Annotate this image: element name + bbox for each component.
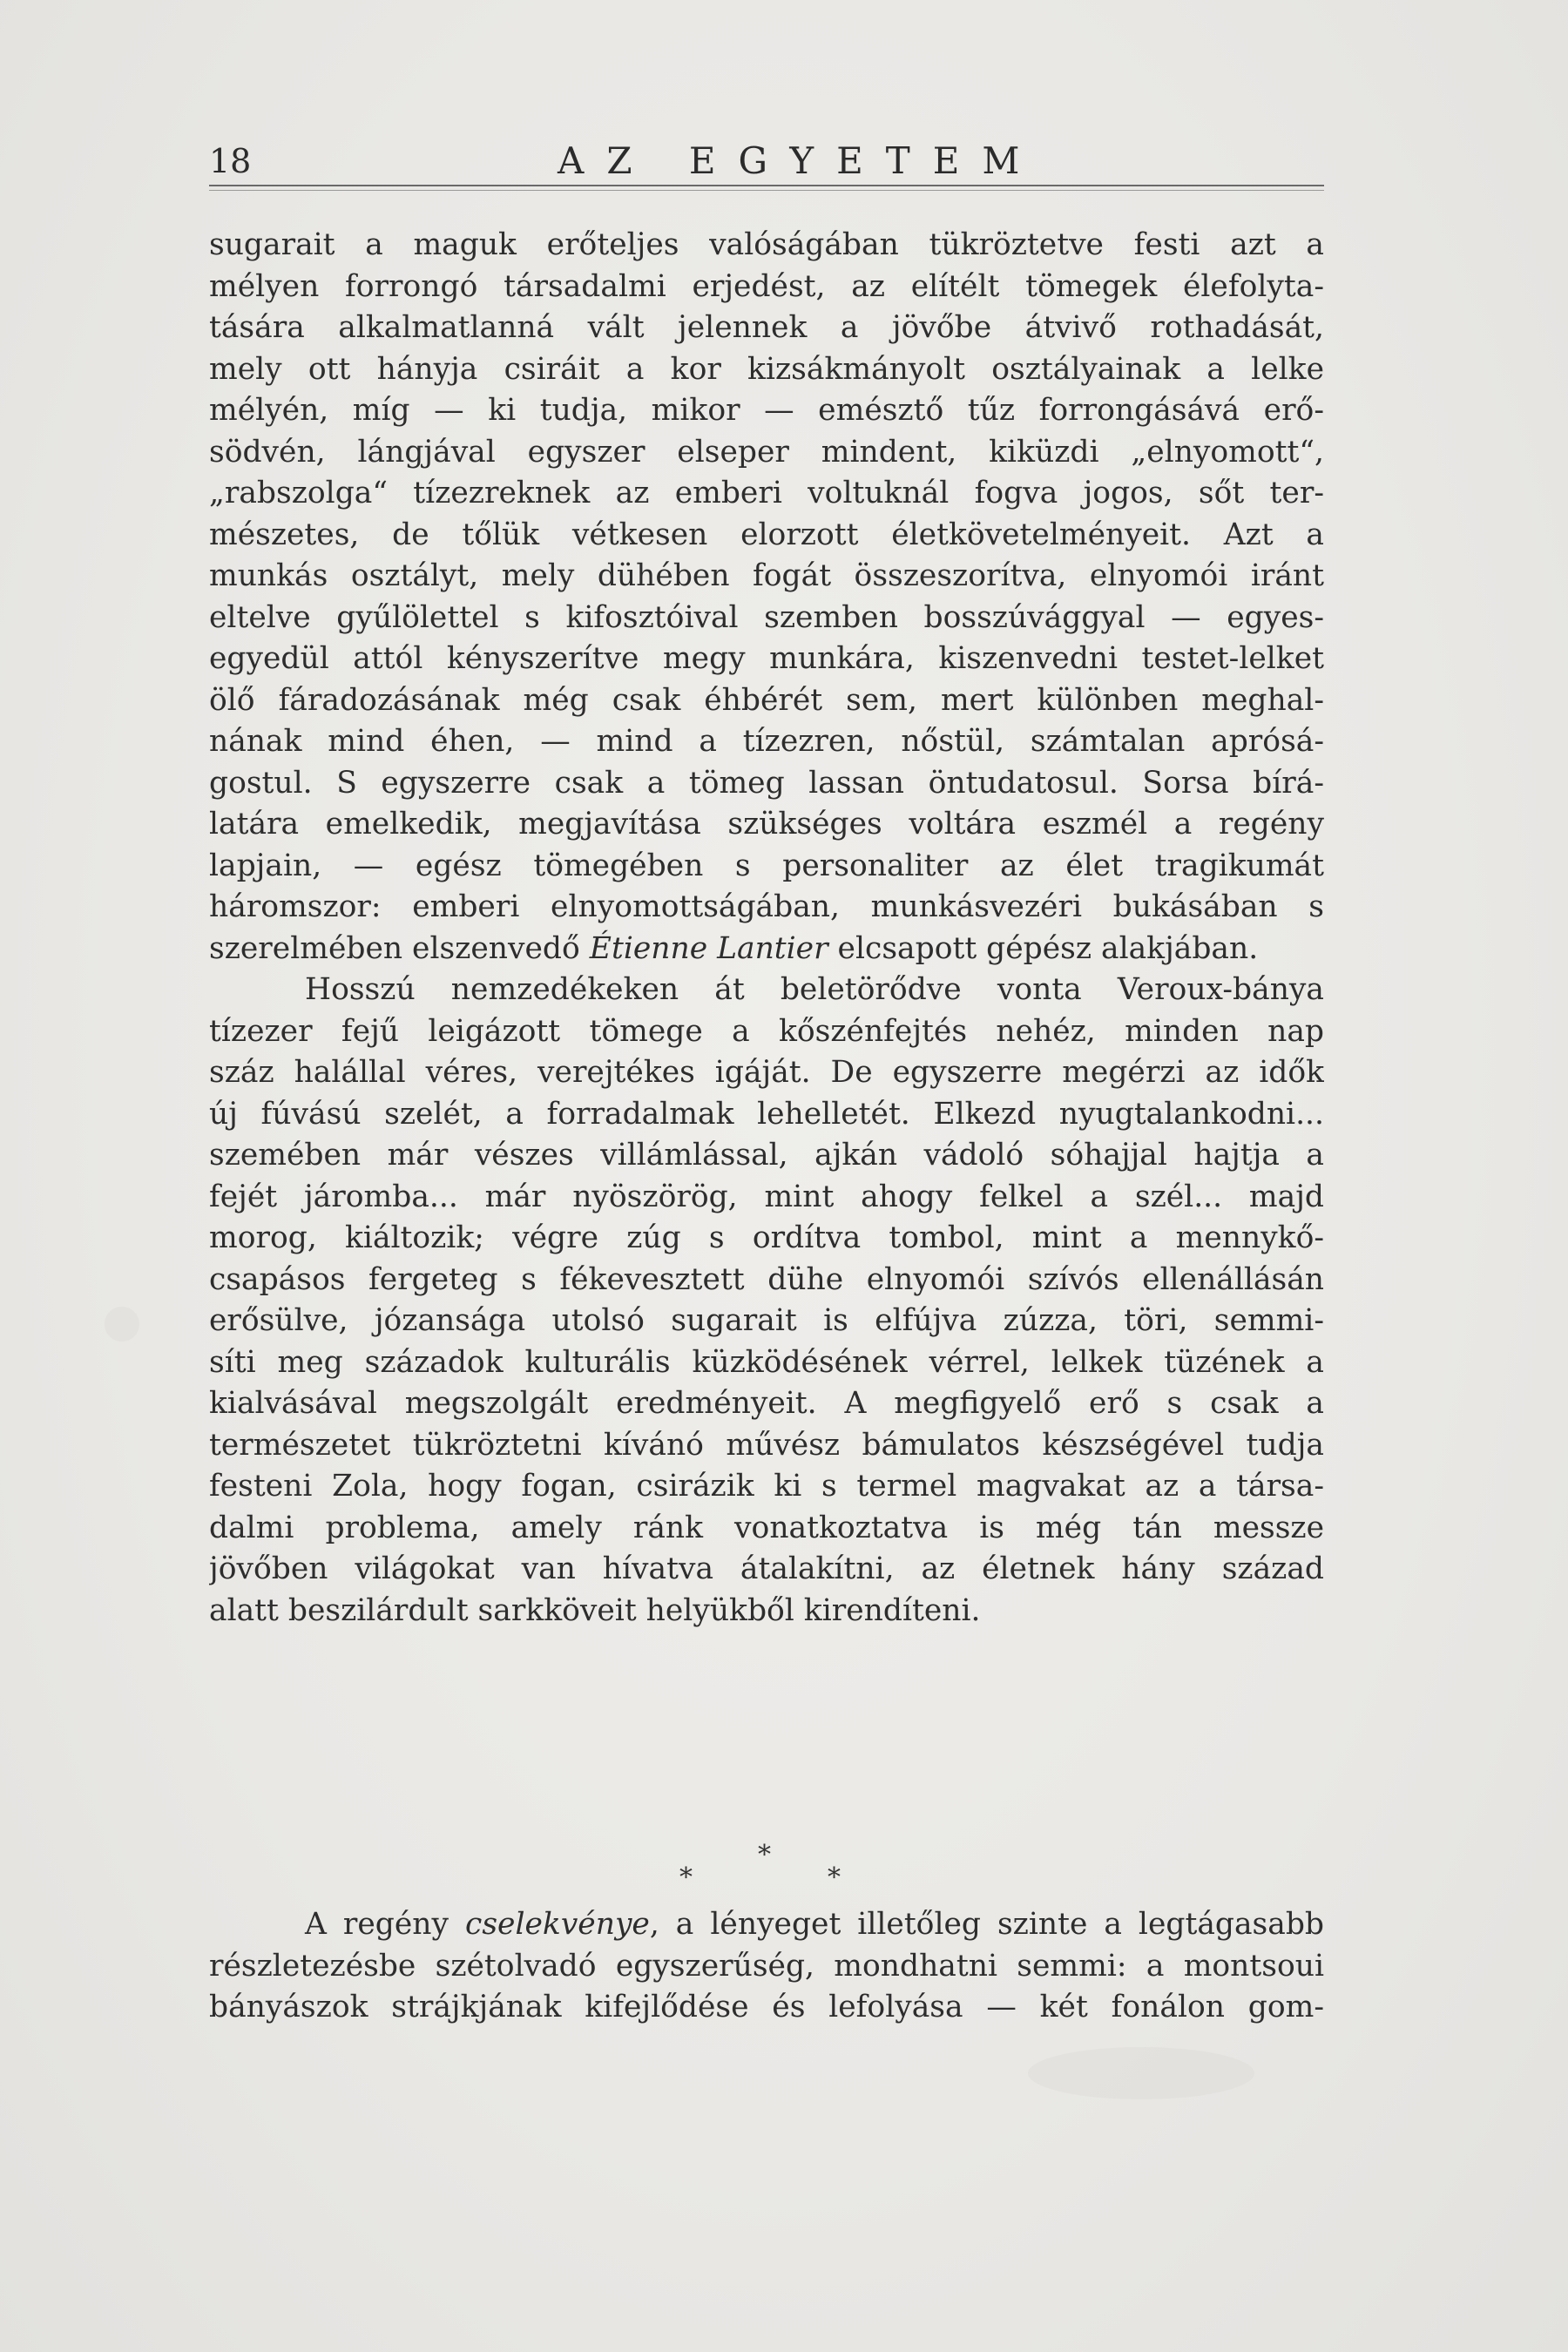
text-line: munkás osztályt, mely dühében fogát összeszorítva, elnyomói iránt xyxy=(209,558,1324,593)
main-text-continued xyxy=(209,1904,1324,2029)
text-run: elcsapott gépész alakjában. xyxy=(828,930,1259,966)
text-line: háromszor: emberi elnyomottságában, munkásvezéri bukásában s xyxy=(209,889,1324,924)
text-line: természetet tükröztetni kívánó művész bámulatos készségével tudja xyxy=(209,1427,1324,1463)
page-number: 18 xyxy=(209,142,252,180)
running-head: AZ EGYETEM xyxy=(558,139,1043,182)
text-line: mélyen forrongó társadalmi erjedést, az elítélt tömegek élefolyta- xyxy=(209,268,1324,304)
text-line: egyedül attól kényszerítve megy munkára, kiszenvedni testet-lelket xyxy=(209,641,1324,676)
text-line: ölő fáradozásának még csak éhbérét sem, mert különben meghal- xyxy=(209,682,1324,718)
header-rule xyxy=(209,185,1324,186)
text-line: szemében már vészes villámlással, ajkán vádoló sóhajjal hajtja a xyxy=(209,1138,1324,1173)
text-line: morog, kiáltozik; végre zúg s ordítva tombol, mint a mennykő- xyxy=(209,1220,1324,1255)
text-run: , a lényeget illetőleg szinte a legtágasabb xyxy=(649,1907,1324,1942)
text-line: kialvásával megszolgált eredményeit. A megfigyelő erő s csak a xyxy=(209,1386,1324,1421)
text-line: latára emelkedik, megjavítása szükséges voltára eszmél a regény xyxy=(209,807,1324,841)
text-run: szerelmében elszenvedő xyxy=(209,930,590,966)
text-line: bányászok strájkjának kifejlődése és lefolyása — két fonálon gom- xyxy=(209,1990,1324,2024)
text-line: mészetes, de tőlük vétkesen elorzott életkövetelményeit. Azt a xyxy=(209,517,1324,552)
page-header xyxy=(209,139,1324,183)
character-name-italic: Étienne Lantier xyxy=(589,930,828,966)
header-rule-thin xyxy=(209,190,1324,191)
text-line: „rabszolga“ tízezreknek az emberi voltuknál fogva jogos, sőt ter- xyxy=(209,476,1324,510)
text-line: nának mind éhen, — mind a tízezren, nőstül, számtalan aprósá- xyxy=(209,724,1324,759)
text-line-indented xyxy=(209,1904,1324,1946)
text-line: tízezer fejű leigázott tömege a kőszénfejtés nehéz, minden nap xyxy=(209,1013,1324,1049)
text-line: festeni Zola, hogy fogan, csirázik ki s termel magvakat az a társa- xyxy=(209,1469,1324,1504)
text-run: A regény xyxy=(305,1907,466,1942)
text-line: dalmi problema, amely ránk vonatkoztatva is még tán messze xyxy=(209,1510,1324,1545)
text-line-indented: Hosszú nemzedékeken át beletörődve vonta Veroux-bánya xyxy=(305,972,1324,1007)
text-line-last: alatt beszilárdult sarkköveit helyükből kirendíteni. xyxy=(209,1592,981,1628)
text-line: csapásos fergeteg s fékevesztett dühe elnyomói szívós ellenállásán xyxy=(209,1261,1324,1297)
text-line: södvén, lángjával egyszer elseper mindent, kiküzdi „elnyomott“, xyxy=(209,434,1324,470)
text-line: erősülve, józansága utolsó sugarait is elfújva zúzza, töri, semmi- xyxy=(209,1303,1324,1338)
text-line: tására alkalmatlanná vált jelennek a jövőbe átvivő rothadását, xyxy=(209,310,1324,345)
text-line: száz halállal véres, verejtékes igáját. De egyszerre megérzi az idők xyxy=(209,1055,1324,1090)
text-line: gostul. S egyszerre csak a tömeg lassan öntudatosul. Sorsa bírá- xyxy=(209,765,1324,801)
text-line: jövőben világokat van hívatva átalakítni, az életnek hány század xyxy=(209,1551,1324,1586)
asterisk: * xyxy=(758,1840,771,1870)
text-line: lapjain, — egész tömegében s personaliter az élet tragikumát xyxy=(209,848,1324,883)
main-text xyxy=(209,225,1324,1632)
text-line: síti meg századok kulturális küzködésének vérrel, lelkek tüzének a xyxy=(209,1344,1324,1380)
paper-stain xyxy=(1028,2047,1254,2099)
text-line: eltelve gyűlölettel s kifosztóival szemben bosszúvággyal — egyes- xyxy=(209,599,1324,635)
section-separator xyxy=(679,1840,854,1901)
text-line: fejét járomba... már nyöszörög, mint ahogy felkel a szél... majd xyxy=(209,1179,1324,1214)
text-line: sugarait a maguk erőteljes valóságában tükröztetve festi azt a xyxy=(209,227,1324,262)
text-line: mélyén, míg — ki tudja, mikor — emésztő tűz forrongásává erő- xyxy=(209,393,1324,428)
text-line-last xyxy=(209,929,1324,970)
paper-stain xyxy=(105,1307,139,1342)
text-line: új fúvású szelét, a forradalmak lehelletét. Elkezd nyugtalankodni... xyxy=(209,1096,1324,1132)
asterisk: * xyxy=(679,1862,693,1893)
term-italic: cselekvénye xyxy=(465,1907,650,1942)
text-line: mely ott hányja csiráit a kor kizsákmányolt osztályainak a lelke xyxy=(209,351,1324,387)
asterisk: * xyxy=(828,1862,841,1893)
text-line: részletezésbe szétolvadó egyszerűség, mondhatni semmi: a montsoui xyxy=(209,1948,1324,1984)
